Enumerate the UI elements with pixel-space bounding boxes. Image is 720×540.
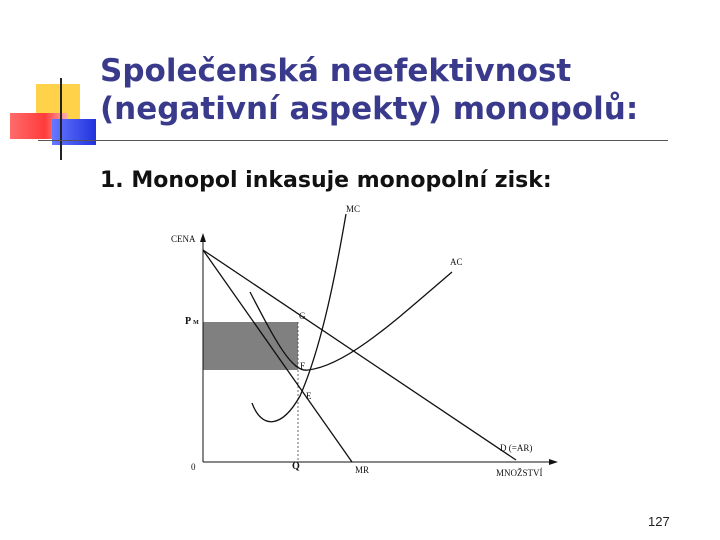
point-e-label: E: [306, 391, 312, 401]
quantity-label: Q: [292, 461, 300, 472]
y-axis-arrow: [200, 233, 206, 242]
x-axis-label: MNOŽSTVÍ: [496, 468, 543, 478]
mr-label: MR: [355, 465, 370, 475]
origin-label: 0: [191, 462, 196, 472]
y-axis-label: CENA: [171, 234, 196, 244]
price-label: [185, 316, 199, 327]
ac-label: AC: [450, 257, 463, 267]
point-g-label: G: [299, 311, 306, 321]
price-label-sub: M: [193, 320, 199, 326]
slide-subtitle: 1. Monopol inkasuje monopolní zisk:: [100, 168, 552, 193]
mc-label: MC: [346, 204, 361, 214]
point-f-label: F: [300, 361, 306, 371]
page-number: 127: [648, 514, 670, 529]
price-label-main: P: [185, 316, 192, 327]
x-axis-arrow: [549, 459, 558, 465]
demand-label: D (=AR): [500, 443, 533, 453]
monopoly-profit-area: [203, 322, 298, 370]
slide-title-line-2: (negativní aspekty) monopolů:: [100, 91, 639, 127]
slide-title-line-1: Společenská neefektivnost: [100, 53, 572, 89]
